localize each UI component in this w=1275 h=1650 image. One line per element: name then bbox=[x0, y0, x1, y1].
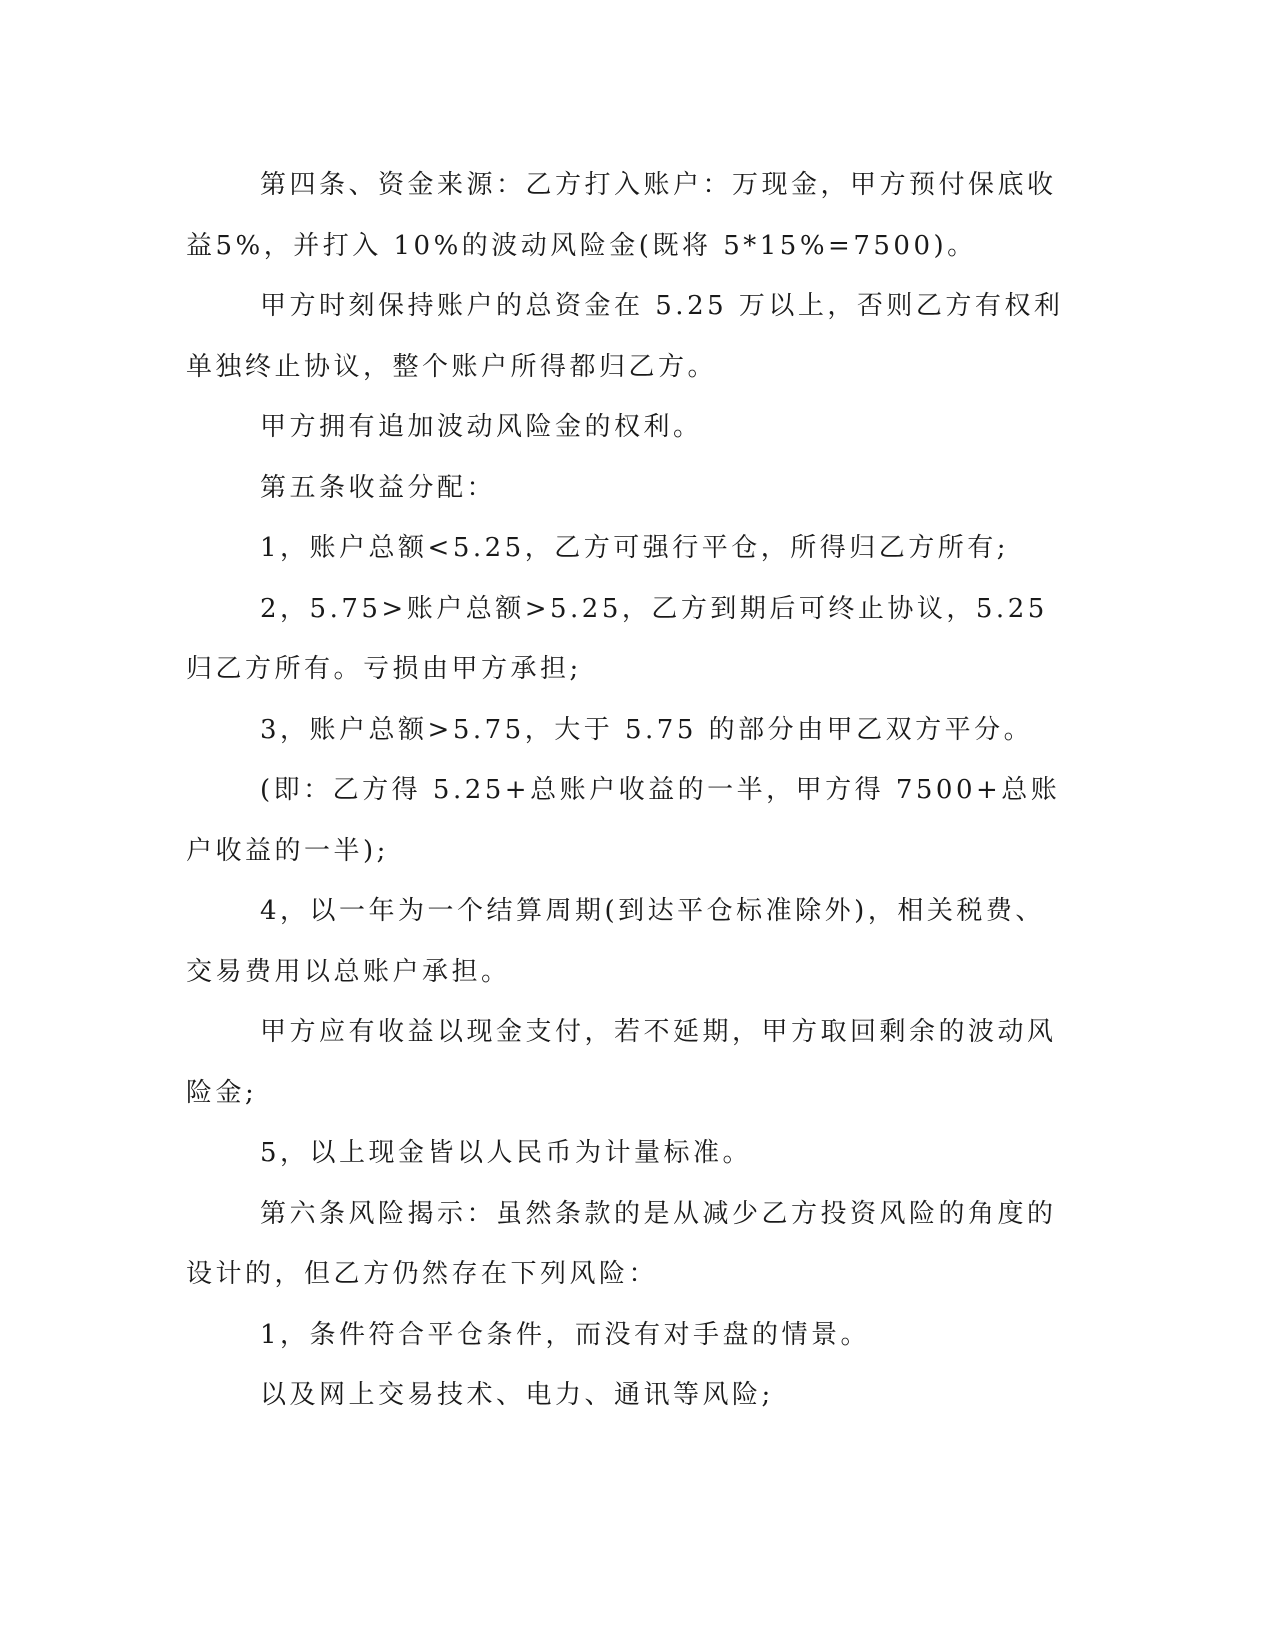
profit-item-4: 4，以一年为一个结算周期(到达平仓标准除外)，相关税费、交易费用以总账户承担。 bbox=[186, 896, 1045, 987]
article-6-risk-disclosure: 第六条风险揭示：虽然条款的是从减少乙方投资风险的角度的设计的，但乙方仍然存在下列风险： bbox=[186, 1198, 1057, 1289]
profit-item-5: 5，以上现金皆以人民币为计量标准。 bbox=[260, 1138, 753, 1168]
risk-item-1-continued: 以及网上交易技术、电力、通讯等风险; bbox=[260, 1380, 774, 1410]
article-4-funding-source: 第四条、资金来源：乙方打入账户：万现金，甲方预付保底收益5%，并打入 10%的波动风险金(既将 5*15%=7500)。 bbox=[186, 170, 1057, 261]
profit-item-3-note: (即：乙方得 5.25+总账户收益的一半，甲方得 7500+总账户收益的一半); bbox=[186, 775, 1061, 866]
document-body bbox=[186, 155, 1066, 1426]
capital-maintenance-clause: 甲方时刻保持账户的总资金在 5.25 万以上，否则乙方有权利单独终止协议，整个账户所得都归乙方。 bbox=[186, 291, 1064, 382]
risk-item-1: 1，条件符合平仓条件，而没有对手盘的情景。 bbox=[260, 1319, 871, 1350]
cash-payment-clause: 甲方应有收益以现金支付，若不延期，甲方取回剩余的波动风险金; bbox=[186, 1017, 1057, 1108]
additional-risk-fund-clause: 甲方拥有追加波动风险金的权利。 bbox=[260, 412, 703, 442]
profit-item-2: 2，5.75>账户总额>5.25，乙方到期后可终止协议，5.25 归乙方所有。亏损由甲方承担; bbox=[186, 593, 1060, 684]
article-5-heading: 第五条收益分配： bbox=[260, 472, 497, 503]
profit-item-1: 1，账户总额<5.25，乙方可强行平仓，所得归乙方所有; bbox=[260, 533, 1009, 563]
profit-item-3: 3，账户总额>5.75，大于 5.75 的部分由甲乙双方平分。 bbox=[260, 714, 1034, 745]
